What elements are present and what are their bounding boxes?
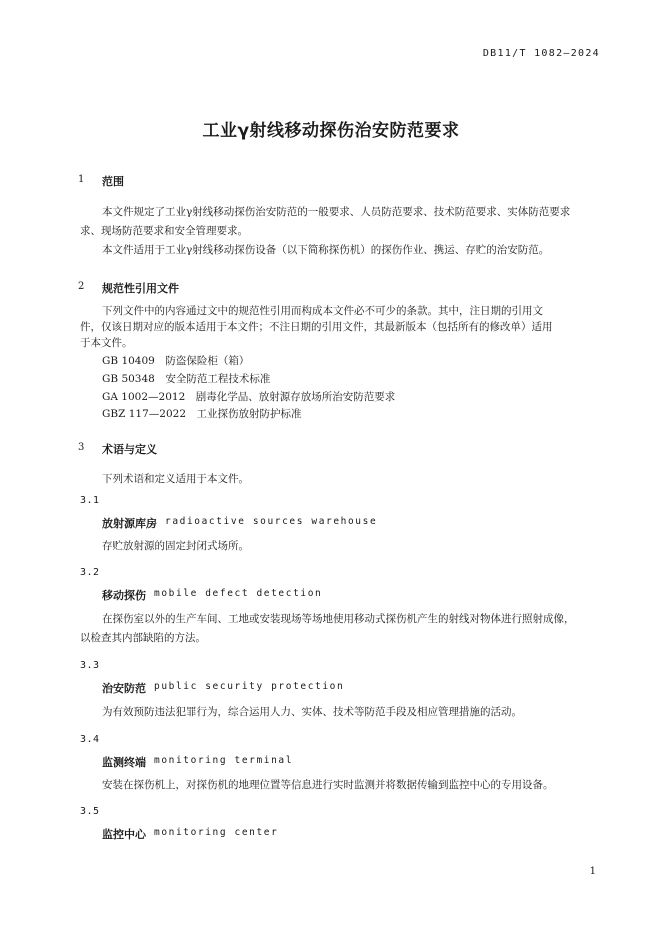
term-definition-line-1: 在探伤室以外的生产车间、工地或安装现场等场地使用移动式探伤机产生的射线对物体进行照射成像， [102,613,575,625]
term-number: 3.5 [80,806,100,817]
section-3-title: 术语与定义 [102,443,157,456]
section-3-intro: 下列术语和定义适用于本文件。 [102,473,249,485]
section-1-title: 范围 [102,175,124,188]
section-1-paragraph-1-line-1: 本文件规定了工业γ射线移动探伤治安防范的一般要求、人员防范要求、技术防范要求、实体防范要求 [102,206,571,218]
section-2-number: 2 [78,281,85,292]
document-title: 工业γ射线移动探伤治安防范要求 [202,121,460,141]
term-english-name: monitoring terminal [154,755,294,766]
term-chinese-name: 移动探伤 [102,589,146,602]
term-number: 3.3 [80,660,100,671]
reference-item: GB 10409 防盗保险柜（箱） [102,355,250,367]
term-chinese-name: 治安防范 [102,682,146,695]
term-number: 3.4 [80,734,100,745]
term-english-name: mobile defect detection [154,588,323,599]
term-english-name: monitoring center [154,827,279,838]
section-1-paragraph-1-line-2: 求、现场防范要求和安全管理要求。 [80,225,248,237]
section-2-intro-line-2: 件，仅该日期对应的版本适用于本文件；不注日期的引用文件，其最新版本（包括所有的修改单）适用 [80,321,553,333]
reference-item: GBZ 117—2022 工业探伤放射防护标准 [102,408,302,420]
term-english-name: radioactive sources warehouse [165,516,378,527]
section-2-intro-line-3: 于本文件。 [80,337,133,349]
standard-code: DB11/T 1082—2024 [482,48,600,59]
reference-item: GB 50348 安全防范工程技术标准 [102,373,271,385]
term-definition: 为有效预防违法犯罪行为，综合运用人力、实体、技术等防范手段及相应管理措施的活动。 [102,706,522,718]
page-number: 1 [589,866,596,877]
term-number: 3.2 [80,567,100,578]
term-definition-line-2: 以检查其内部缺陷的方法。 [80,632,206,644]
term-chinese-name: 监测终端 [102,756,146,769]
section-2-intro-line-1: 下列文件中的内容通过文中的规范性引用而构成本文件必不可少的条款。其中，注日期的引用文 [102,305,543,317]
section-1-number: 1 [78,174,85,185]
reference-item: GA 1002—2012 剧毒化学品、放射源存放场所治安防范要求 [102,391,396,403]
term-number: 3.1 [80,495,100,506]
term-chinese-name: 放射源库房 [102,517,157,530]
term-chinese-name: 监控中心 [102,828,146,841]
term-definition: 存贮放射源的固定封闭式场所。 [102,540,249,552]
term-definition: 安装在探伤机上，对探伤机的地理位置等信息进行实时监测并将数据传输到监控中心的专用设备。 [102,779,554,791]
term-english-name: public security protection [154,681,345,692]
section-2-title: 规范性引用文件 [102,282,179,295]
section-3-number: 3 [78,442,85,453]
section-1-paragraph-2: 本文件适用于工业γ射线移动探伤设备（以下简称探伤机）的探伤作业、携运、存贮的治安防范。 [102,244,550,256]
